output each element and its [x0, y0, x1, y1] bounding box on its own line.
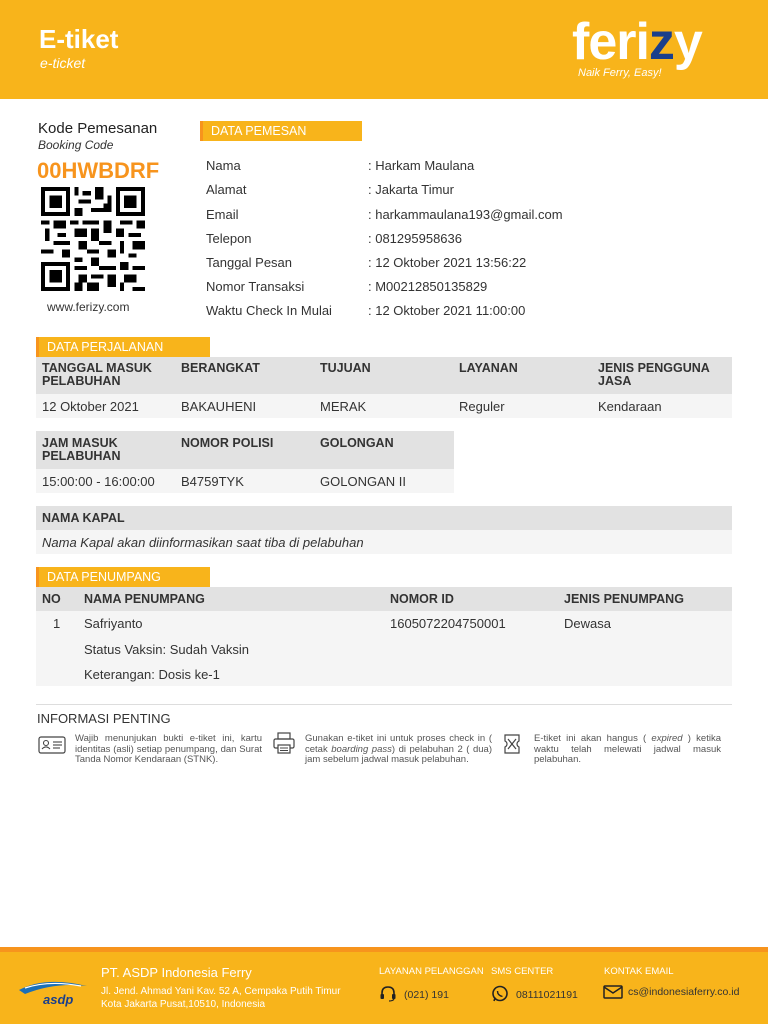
- th-nama-penumpang: NAMA PENUMPANG: [84, 592, 205, 606]
- pemesan-label-nomor-transaksi: Nomor Transaksi: [206, 279, 305, 294]
- th-jenis-penumpang: JENIS PENUMPANG: [564, 592, 684, 606]
- th-tanggal-masuk: TANGGAL MASUK PELABUHAN: [42, 361, 152, 388]
- asdp-logo: [15, 974, 90, 1008]
- booking-code-value: 00HWBDRF: [37, 158, 160, 183]
- td-tujuan: MERAK: [320, 399, 367, 414]
- headset-icon: [379, 985, 397, 1003]
- th-layanan: LAYANAN: [459, 361, 518, 375]
- ferizy-logo: [570, 12, 740, 88]
- pemesan-value-email: : harkammaulana193@gmail.com: [368, 207, 563, 222]
- mail-icon: [603, 985, 623, 999]
- th-nama-kapal: NAMA KAPAL: [42, 511, 125, 525]
- logo-part-c: y: [673, 13, 702, 71]
- th-berangkat: BERANGKAT: [181, 361, 260, 375]
- info-text-1: Wajib menunjukan bukti e-tiket ini, kartu identitas (asli) setiap penumpang, dan Surat Tanda Nomor Kendaraan (STNK).: [75, 733, 262, 765]
- info-text-3b: ) ketika waktu telah melewati jadwal masuk pelabuhan.: [534, 733, 721, 765]
- info-text-3-em: expired: [651, 733, 683, 744]
- footer-sms-label: SMS CENTER: [491, 966, 554, 977]
- info-text-2b: ) di pelabuhan 2 ( dua) jam sebelum jadwal masuk pelabuhan.: [305, 743, 492, 765]
- td-layanan: Reguler: [459, 399, 505, 414]
- td-nomor-polisi: B4759TYK: [181, 474, 244, 489]
- td-jam-masuk: 15:00:00 - 16:00:00: [42, 474, 155, 489]
- info-text-3: [534, 734, 721, 766]
- pemesan-value-nama: : Harkam Maulana: [368, 158, 475, 173]
- booking-code-label: Kode Pemesanan: [38, 120, 158, 137]
- divider: [36, 704, 732, 705]
- ticket-header: [0, 0, 768, 99]
- td-jenis-pengguna: Kendaraan: [598, 399, 662, 414]
- td-nama-penumpang: Safriyanto: [84, 616, 143, 631]
- td-tanggal-masuk: 12 Oktober 2021: [42, 399, 139, 414]
- logo-part-a: feri: [572, 13, 649, 71]
- th-nomor-polisi: NOMOR POLISI: [181, 436, 274, 450]
- informasi-title: INFORMASI PENTING: [37, 711, 171, 726]
- section-data-penumpang: DATA PENUMPANG: [36, 567, 210, 587]
- footer-address-line1: Jl. Jend. Ahmad Yani Kav. 52 A, Cempaka Putih Timur: [101, 986, 341, 997]
- website-url: www.ferizy.com: [47, 300, 130, 314]
- td-golongan: GOLONGAN II: [320, 474, 406, 489]
- logo-wordmark: [572, 12, 702, 72]
- info-text-2-em: boarding pass: [331, 743, 392, 755]
- footer-sms-value: 08111021191: [516, 989, 578, 1001]
- pemesan-label-tanggal-pesan: Tanggal Pesan: [206, 255, 293, 270]
- td-berangkat: BAKAUHENI: [181, 399, 257, 414]
- pemesan-value-tanggal-pesan: : 12 Oktober 2021 13:56:22: [368, 255, 527, 270]
- footer-company: PT. ASDP Indonesia Ferry: [101, 965, 252, 980]
- td-nomor-id: 1605072204750001: [390, 616, 506, 631]
- th-tujuan: TUJUAN: [320, 361, 371, 375]
- td-jenis-penumpang: Dewasa: [564, 616, 611, 631]
- expired-ticket-icon: [502, 733, 522, 755]
- whatsapp-icon: [491, 985, 509, 1003]
- td-status-vaksin: Status Vaksin: Sudah Vaksin: [84, 642, 250, 657]
- pemesan-label-email: Email: [206, 207, 239, 222]
- asdp-logo-text: asdp: [43, 992, 74, 1007]
- th-jenis-pengguna: JENIS PENGGUNA JASA: [598, 361, 710, 388]
- pemesan-label-check-in: Waktu Check In Mulai: [206, 303, 332, 318]
- footer-email-label: KONTAK EMAIL: [604, 966, 674, 977]
- info-text-3a: E-tiket ini akan hangus (: [534, 733, 652, 744]
- pemesan-value-alamat: : Jakarta Timur: [368, 182, 454, 197]
- kapal-header-bar: [36, 506, 732, 530]
- th-no: NO: [42, 592, 61, 606]
- ticket-title: E-tiket: [39, 24, 119, 54]
- th-golongan: GOLONGAN: [320, 436, 394, 450]
- pemesan-value-check-in: : 12 Oktober 2021 11:00:00: [368, 303, 526, 318]
- section-data-pemesan: DATA PEMESAN: [200, 121, 362, 141]
- pemesan-value-nomor-transaksi: : M00212850135829: [368, 279, 488, 294]
- section-data-perjalanan: DATA PERJALANAN: [36, 337, 210, 357]
- th-jam-masuk: JAM MASUK PELABUHAN: [42, 436, 121, 463]
- footer-address: [101, 985, 341, 1011]
- logo-tagline: Naik Ferry, Easy!: [578, 67, 662, 79]
- printer-icon: [272, 731, 296, 755]
- footer-layanan-value: (021) 191: [404, 989, 449, 1001]
- pemesan-value-telepon: : 081295958636: [368, 231, 462, 246]
- booking-code-sublabel: Booking Code: [38, 138, 114, 152]
- td-keterangan: Keterangan: Dosis ke-1: [84, 667, 220, 682]
- footer-layanan-label: LAYANAN PELANGGAN: [379, 966, 484, 977]
- td-no: 1: [53, 616, 61, 631]
- id-card-icon: [38, 736, 66, 754]
- td-nama-kapal: Nama Kapal akan diinformasikan saat tiba di pelabuhan: [42, 535, 364, 550]
- pemesan-label-alamat: Alamat: [206, 182, 247, 197]
- pemesan-label-nama: Nama: [206, 158, 241, 173]
- th-nomor-id: NOMOR ID: [390, 592, 454, 606]
- info-text-2a: Gunakan e-tiket ini untuk proses check in ( cetak: [305, 733, 492, 755]
- pemesan-label-telepon: Telepon: [206, 231, 252, 246]
- ticket-subtitle: e-ticket: [40, 55, 86, 71]
- logo-part-b: z: [648, 13, 674, 71]
- qr-code: [37, 187, 149, 291]
- footer-email-value: cs@indonesiaferry.co.id: [628, 986, 740, 998]
- footer-address-line2: Kota Jakarta Pusat,10510, Indonesia: [101, 999, 266, 1010]
- info-text-2: [305, 734, 492, 766]
